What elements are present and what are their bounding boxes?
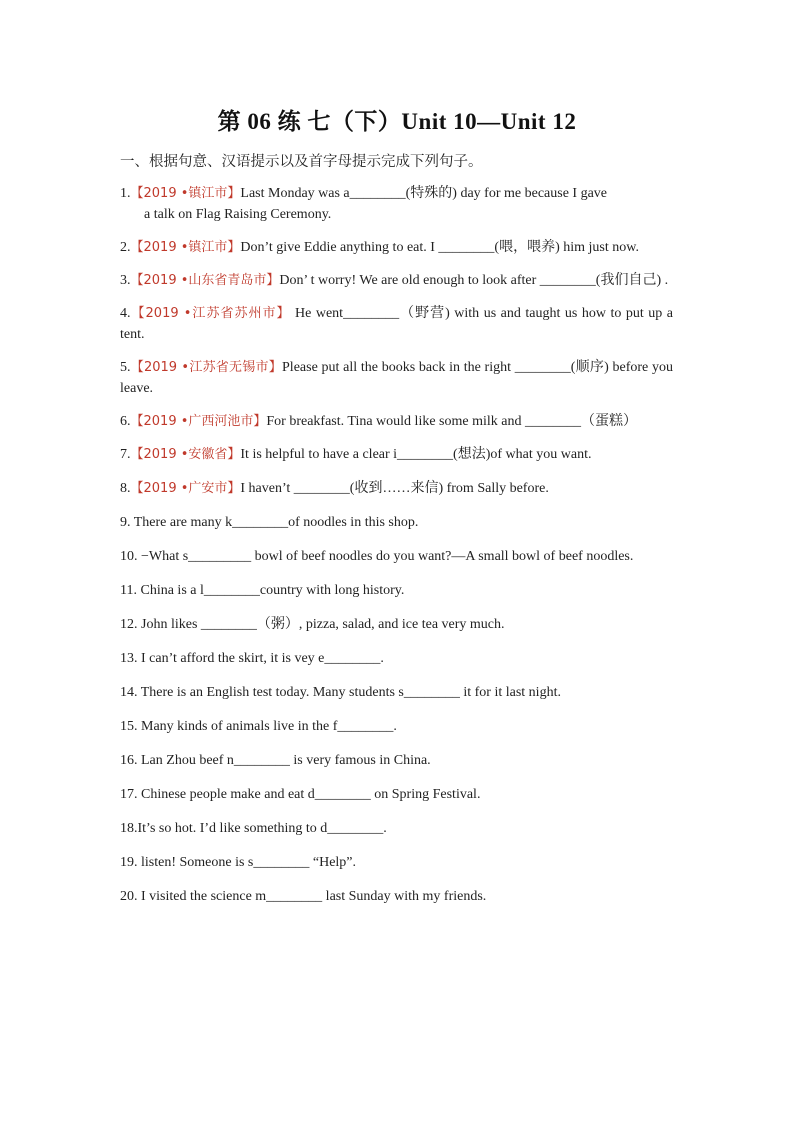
- question-number: 5.: [120, 360, 131, 375]
- question-text: There are many k________of noodles in this shop.: [133, 515, 419, 530]
- question-text: I haven’t ________(收到……来信) from Sally before.: [240, 481, 549, 496]
- question-3: [120, 270, 673, 291]
- question-10: [120, 546, 673, 567]
- question-text: listen! Someone is s________ “Help”.: [141, 855, 357, 870]
- question-7: [120, 444, 673, 465]
- question-text: It is helpful to have a clear i________(想法)of what you want.: [240, 447, 592, 462]
- question-number: 17.: [120, 787, 138, 802]
- question-1: [120, 183, 673, 225]
- question-text: China is a l________country with long history.: [140, 583, 405, 598]
- page-title: 第 06 练 七（下）Unit 10—Unit 12: [217, 109, 577, 134]
- question-continuation: a talk on Flag Raising Ceremony.: [144, 207, 332, 222]
- question-text: He went________（野营) with us and taught us how to put up a tent.: [120, 306, 673, 342]
- question-11: [120, 580, 673, 601]
- question-12: [120, 614, 673, 635]
- question-number: 15.: [120, 719, 138, 734]
- question-8: [120, 478, 673, 499]
- question-number: 18.: [120, 821, 138, 836]
- question-13: [120, 648, 673, 669]
- question-20: [120, 886, 673, 907]
- question-19: [120, 852, 673, 873]
- question-number: 3.: [120, 273, 131, 288]
- question-text: Chinese people make and eat d________ on Spring Festival.: [141, 787, 481, 802]
- question-source: 【2019 •江苏省无锡市】: [130, 360, 283, 375]
- question-text: There is an English test today. Many students s________ it for it last night.: [140, 685, 561, 700]
- question-text: Please put all the books back in the right ________(顺序) before you leave.: [120, 360, 673, 396]
- question-source: 【2019 •镇江市】: [130, 240, 241, 255]
- question-text: For breakfast. Tina would like some milk and ________（蛋糕）: [266, 414, 637, 429]
- question-source: 【2019 •江苏省苏州市】: [130, 306, 291, 321]
- question-text: −What s_________ bowl of beef noodles do you want?—A small bowl of beef noodles.: [141, 549, 634, 564]
- question-source: 【2019 •山东省青岛市】: [130, 273, 280, 288]
- question-text: Last Monday was a________(特殊的) day for me because I gave: [240, 186, 608, 201]
- section-heading: 一、根据句意、汉语提示以及首字母提示完成下列句子。: [120, 154, 483, 170]
- question-text: It’s so hot. I’d like something to d________.: [137, 821, 387, 836]
- question-source: 【2019 •安徽省】: [130, 447, 241, 462]
- question-number: 14.: [120, 685, 138, 700]
- question-source: 【2019 •镇江市】: [130, 186, 241, 201]
- question-text: I visited the science m________ last Sunday with my friends.: [141, 889, 487, 904]
- question-source: 【2019 •广西河池市】: [130, 414, 267, 429]
- question-number: 1.: [120, 186, 131, 201]
- question-text: I can’t afford the skirt, it is vey e________.: [141, 651, 384, 666]
- question-2: [120, 237, 673, 258]
- question-5: [120, 357, 673, 399]
- question-6: [120, 411, 673, 432]
- question-number: 13.: [120, 651, 138, 666]
- question-number: 8.: [120, 481, 131, 496]
- question-text: John likes ________（粥）, pizza, salad, and ice tea very much.: [141, 617, 505, 632]
- question-number: 20.: [120, 889, 138, 904]
- question-number: 9.: [120, 515, 131, 530]
- question-text: Don’t give Eddie anything to eat. I ________(喂，喂养) him just now.: [240, 240, 639, 255]
- question-4: [120, 303, 673, 345]
- question-number: 7.: [120, 447, 131, 462]
- question-15: [120, 716, 673, 737]
- question-16: [120, 750, 673, 771]
- question-text: Many kinds of animals live in the f________.: [141, 719, 397, 734]
- question-18: [120, 818, 673, 839]
- question-9: [120, 512, 673, 533]
- question-number: 2.: [120, 240, 131, 255]
- question-number: 6.: [120, 414, 131, 429]
- question-number: 19.: [120, 855, 138, 870]
- question-number: 10.: [120, 549, 138, 564]
- question-text: Lan Zhou beef n________ is very famous in China.: [141, 753, 431, 768]
- question-number: 4.: [120, 306, 131, 321]
- question-number: 16.: [120, 753, 138, 768]
- question-text: Don’ t worry! We are old enough to look after ________(我们自己) .: [279, 273, 669, 288]
- question-14: [120, 682, 673, 703]
- question-number: 11.: [120, 583, 137, 598]
- question-17: [120, 784, 673, 805]
- question-list: [120, 183, 673, 907]
- question-source: 【2019 •广安市】: [130, 481, 241, 496]
- question-number: 12.: [120, 617, 138, 632]
